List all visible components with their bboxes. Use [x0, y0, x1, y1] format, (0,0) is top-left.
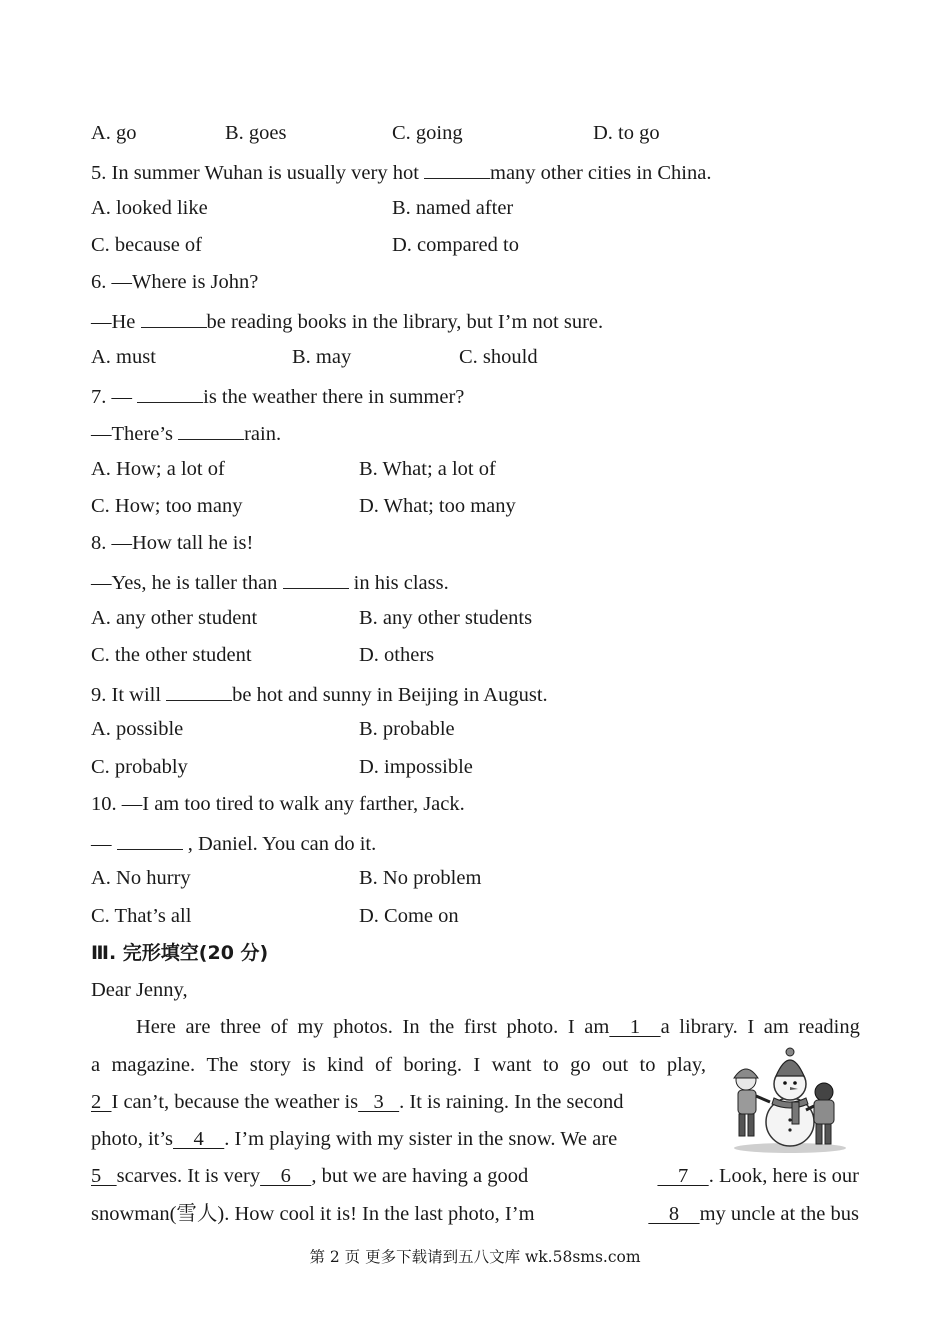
page-footer: 第 2 页 更多下载请到五八文库 wk.58sms.com — [309, 1248, 641, 1266]
q8-option-b: B. any other students — [359, 607, 533, 629]
q6-answer-line: —He be reading books in the library, but I’m not sure. — [91, 307, 603, 334]
letter-word: I — [567, 1016, 575, 1038]
q9-option-a: A. possible — [91, 718, 184, 740]
q4-option-c: C. going — [392, 122, 463, 144]
letter-word: want — [491, 1054, 532, 1076]
letter-word: play, — [666, 1054, 706, 1076]
q7-option-c: C. How; too many — [91, 495, 243, 517]
q8-option-d: D. others — [359, 644, 435, 666]
letter-word: three — [220, 1016, 262, 1038]
letter-word: my — [297, 1016, 324, 1038]
letter-line-2 — [91, 1053, 706, 1077]
letter-word: to — [542, 1054, 559, 1076]
q6-option-a: A. must — [91, 346, 156, 368]
letter-word-group: am 1 a — [584, 1016, 670, 1038]
q7-option-b: B. What; a lot of — [359, 458, 496, 480]
letter-word: photos. — [333, 1016, 393, 1038]
letter-line-5: 5 scarves. It is very 6 , but we are having a good 7 . Look, here is our — [91, 1165, 859, 1187]
letter-line-3: 2 I can’t, because the weather is 3 . It is raining. In the second — [91, 1091, 624, 1113]
letter-word: a — [91, 1054, 101, 1076]
q9-option-d: D. impossible — [359, 756, 473, 778]
q10-option-a: A. No hurry — [91, 867, 191, 889]
q9-stem: 9. It will be hot and sunny in Beijing in August. — [91, 680, 548, 707]
letter-word: Here — [136, 1016, 176, 1038]
q7-blank-2 — [178, 419, 244, 440]
letter-line-4: photo, it’s 4 . I’m playing with my sister in the snow. We are — [91, 1128, 618, 1150]
q4-option-d: D. to go — [593, 122, 660, 144]
q4-option-a: A. go — [91, 122, 137, 144]
letter-word: library. — [679, 1016, 738, 1038]
q8-answer-line: —Yes, he is taller than in his class. — [91, 568, 449, 595]
letter-word: to — [639, 1054, 656, 1076]
letter-word: reading — [798, 1016, 860, 1038]
q5-option-b: B. named after — [392, 197, 514, 219]
q7-question: 7. — is the weather there in summer? — [91, 382, 464, 409]
q7-option-a: A. How; a lot of — [91, 458, 225, 480]
letter-word: In — [402, 1016, 420, 1038]
q7-blank-1 — [137, 382, 203, 403]
letter-word: am — [763, 1016, 789, 1038]
q10-option-b: B. No problem — [359, 867, 482, 889]
letter-word: of — [374, 1054, 393, 1076]
section-3-title: Ⅲ. 完形填空(20 分) — [91, 942, 269, 964]
q6-question: 6. —Where is John? — [91, 271, 259, 293]
blank-6: 6 — [260, 1165, 312, 1187]
q4-option-b: B. goes — [225, 122, 287, 144]
blank-8: 8 — [648, 1203, 700, 1225]
letter-line-6: snowman(雪人). How cool it is! In the last photo, I’m 8 my uncle at the bus — [91, 1203, 859, 1225]
q9-blank — [166, 680, 232, 701]
q8-option-a: A. any other student — [91, 607, 258, 629]
q10-option-d: D. Come on — [359, 905, 459, 927]
letter-word: of — [270, 1016, 288, 1038]
q5-option-d: D. compared to — [392, 234, 519, 256]
q6-option-c: C. should — [459, 346, 538, 368]
q6-blank — [141, 307, 207, 328]
letter-greeting: Dear Jenny, — [91, 979, 188, 1001]
blank-3: 3 — [358, 1091, 400, 1113]
snowman-illustration — [726, 1040, 850, 1156]
q8-question: 8. —How tall he is! — [91, 532, 254, 554]
letter-word: out — [601, 1054, 629, 1076]
letter-word: photo. — [506, 1016, 559, 1038]
q5-stem: 5. In summer Wuhan is usually very hot many other cities in China. — [91, 158, 711, 185]
blank-4: 4 — [173, 1128, 225, 1150]
letter-word: boring. — [403, 1054, 463, 1076]
q5-option-a: A. looked like — [91, 197, 208, 219]
letter-word: I — [747, 1016, 755, 1038]
letter-word: first — [463, 1016, 497, 1038]
q5-option-c: C. because of — [91, 234, 202, 256]
blank-2: 2 — [91, 1091, 112, 1113]
q9-option-b: B. probable — [359, 718, 455, 740]
letter-word: I — [473, 1054, 481, 1076]
letter-word: magazine. — [111, 1054, 196, 1076]
q8-option-c: C. the other student — [91, 644, 252, 666]
letter-word: is — [302, 1054, 316, 1076]
letter-word: kind — [327, 1054, 364, 1076]
letter-word: The — [206, 1054, 239, 1076]
letter-word: the — [429, 1016, 455, 1038]
letter-line-1 — [136, 1015, 860, 1039]
q10-blank — [117, 829, 183, 850]
q10-answer-line: — , Daniel. You can do it. — [91, 829, 376, 856]
q5-blank — [424, 158, 490, 179]
q10-option-c: C. That’s all — [91, 905, 192, 927]
blank-5: 5 — [91, 1165, 117, 1187]
q9-option-c: C. probably — [91, 756, 188, 778]
letter-word: go — [570, 1054, 591, 1076]
blank-7: 7 — [657, 1165, 709, 1187]
blank-1: 1 — [609, 1016, 661, 1038]
letter-word: story — [249, 1054, 291, 1076]
q8-blank — [283, 568, 349, 589]
q6-option-b: B. may — [292, 346, 352, 368]
q7-option-d: D. What; too many — [359, 495, 516, 517]
letter-word: are — [185, 1016, 211, 1038]
q7-answer-line: —There’s rain. — [91, 419, 281, 446]
q10-question: 10. —I am too tired to walk any farther, Jack. — [91, 793, 465, 815]
